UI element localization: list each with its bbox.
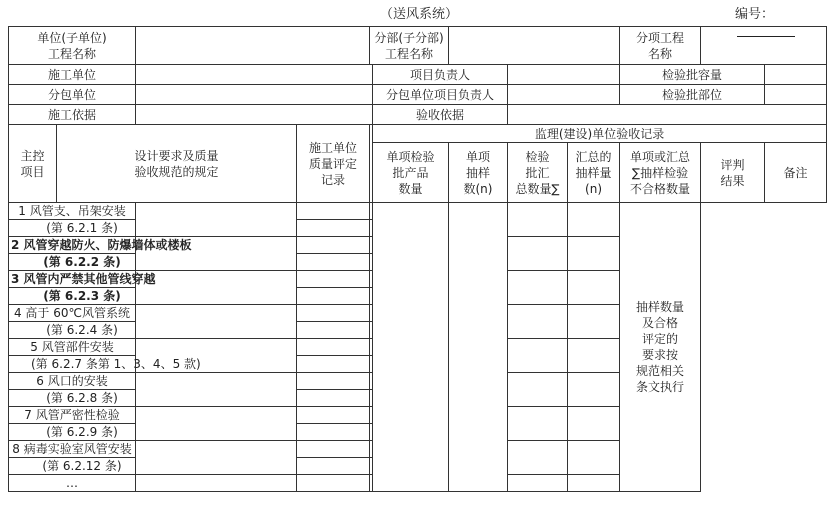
sample-count-header: 单项 抽样 数(n) [449,143,508,203]
batch-capacity-field[interactable] [765,65,827,85]
design-requirements-header: 设计要求及质量 验收规范的规定 [57,125,297,203]
item-clause: (第 6.2.3 条) [9,288,136,305]
item-clause: (第 6.2.2 条) [9,254,136,271]
item-clause: (第 6.2.8 条) [9,390,136,407]
unit-name-field[interactable] [136,27,370,65]
judgement-cell[interactable] [568,237,620,271]
nonconforming-cell[interactable] [508,441,568,475]
batch-product-qty-cell[interactable] [297,424,370,441]
subcontractor-row [9,85,827,105]
form-subtitle: （送风系统） [380,7,459,22]
item-title: 3 风管内严禁其他管线穿越 [9,271,136,288]
column-header-row-1 [9,125,827,143]
sample-count-cell[interactable] [370,288,373,305]
sample-count-cell[interactable] [370,237,373,254]
batch-product-qty-cell[interactable] [297,322,370,339]
item-clause: (第 6.2.9 条) [9,424,136,441]
judgement-cell[interactable] [568,407,620,441]
batch-product-qty-cell[interactable] [297,407,370,424]
nonconforming-cell[interactable] [508,305,568,339]
batch-total-cell[interactable] [373,203,449,492]
nonconforming-cell[interactable] [508,271,568,305]
nonconforming-cell[interactable] [508,373,568,407]
main-control-items [9,203,827,492]
judgement-cell[interactable] [568,441,620,475]
batch-product-qty-cell[interactable] [297,237,370,254]
sample-count-cell[interactable] [370,373,373,390]
self-evaluation-cell[interactable] [136,475,297,492]
batch-product-qty-cell[interactable] [297,254,370,271]
form-header [0,0,833,24]
project-leader-field[interactable] [508,65,620,85]
judgement-header: 评判 结果 [701,143,765,203]
batch-product-qty-cell[interactable] [297,220,370,237]
item-title: 1 风管支、吊架安装 [9,203,136,220]
sample-count-cell[interactable] [370,322,373,339]
batch-product-qty-cell[interactable] [297,305,370,322]
contractor-label: 施工单位 [9,65,136,85]
sample-count-cell[interactable] [370,271,373,288]
item-clause: (第 6.2.4 条) [9,322,136,339]
sample-count-cell[interactable] [370,356,373,373]
batch-product-qty-cell[interactable] [297,288,370,305]
judgement-cell[interactable] [568,203,620,237]
batch-product-qty-cell[interactable] [297,373,370,390]
batch-product-qty-cell[interactable] [297,475,370,492]
sample-count-cell[interactable] [370,220,373,237]
construction-basis-field[interactable] [136,105,373,125]
sample-count-cell[interactable] [370,424,373,441]
judgement-cell[interactable] [568,305,620,339]
construction-basis-label: 施工依据 [9,105,136,125]
sample-count-cell[interactable] [370,339,373,356]
subcontractor-label: 分包单位 [9,85,136,105]
remark-line: 评定的 [642,332,679,346]
batch-product-qty-cell[interactable] [297,356,370,373]
self-evaluation-cell[interactable] [136,407,297,441]
item-title: 8 病毒实验室风管安装 [9,441,136,458]
remark-line: 规范相关 [636,364,685,378]
main-control-label: 主控 项目 [9,125,57,203]
serial-label: 编号： [735,7,775,22]
sub-project-leader-field[interactable] [508,85,620,105]
remark-line: 条文执行 [636,380,685,394]
project-leader-label: 项目负责人 [373,65,508,85]
item-title: 7 风管严密性检验 [9,407,136,424]
batch-product-qty-header: 单项检验 批产品 数量 [373,143,449,203]
item-clause: (第 6.2.12 条) [9,458,136,475]
item-clause: (第 6.2.7 条第 1、3、4、5 款) [9,356,136,373]
batch-product-qty-cell[interactable] [297,390,370,407]
contractor-field[interactable] [136,65,373,85]
sample-count-cell[interactable] [370,305,373,322]
total-sample-header: 汇总的 抽样量 (n) [568,143,620,203]
subitem-name-field[interactable] [701,27,827,65]
acceptance-basis-label: 验收依据 [373,105,508,125]
remark-cell [620,203,701,492]
inspection-form-table [8,26,827,492]
batch-product-qty-cell[interactable] [297,458,370,475]
nonconforming-cell[interactable] [508,407,568,441]
basis-row [9,105,827,125]
sample-count-cell[interactable] [370,390,373,407]
item-title: 2 风管穿越防火、防爆墙体或楼板 [9,237,136,254]
sample-count-cell[interactable] [370,407,373,424]
division-name-field[interactable] [449,27,620,65]
nonconforming-header: 单项或汇总 ∑抽样检验 不合格数量 [620,143,701,203]
item-clause: (第 6.2.1 条) [9,220,136,237]
self-evaluation-cell[interactable] [136,271,297,305]
judgement-cell[interactable] [568,339,620,373]
nonconforming-cell[interactable] [508,237,568,271]
batch-total-header: 检验 批汇 总数量∑ [508,143,568,203]
batch-product-qty-cell[interactable] [297,339,370,356]
batch-location-field[interactable] [765,85,827,105]
item-title: 4 高于 60℃风管系统 [9,305,136,322]
batch-location-label: 检验批部位 [620,85,765,105]
sample-count-cell[interactable] [370,458,373,475]
remark-line: 及合格 [642,316,679,330]
sample-count-cell[interactable] [370,475,373,492]
judgement-cell[interactable] [568,475,620,492]
remark-line: 要求按 [642,348,679,362]
item-title: 6 风口的安装 [9,373,136,390]
acceptance-basis-field[interactable] [508,105,827,125]
sub-project-leader-label: 分包单位项目负责人 [373,85,508,105]
remark-line: 抽样数量 [636,300,685,314]
total-sample-cell[interactable] [449,203,508,492]
nonconforming-cell[interactable] [508,475,568,492]
subcontractor-field[interactable] [136,85,373,105]
unit-name-label: 单位(子单位) 工程名称 [9,27,136,65]
remark-header: 备注 [765,143,827,203]
nonconforming-cell[interactable] [508,203,568,237]
subitem-name-label: 分项工程 名称 [620,27,701,65]
supervisor-acceptance-header: 监理(建设)单位验收记录 [373,125,827,143]
judgement-cell[interactable] [568,271,620,305]
self-evaluation-cell[interactable] [136,441,297,475]
contractor-row [9,65,827,85]
sample-count-cell[interactable] [370,441,373,458]
division-name-label: 分部(子分部) 工程名称 [370,27,449,65]
sample-count-cell[interactable] [370,254,373,271]
self-evaluation-header: 施工单位 质量评定 记录 [297,125,370,203]
judgement-cell[interactable] [568,373,620,407]
nonconforming-cell[interactable] [508,339,568,373]
self-evaluation-cell[interactable] [136,373,297,407]
table-row [9,203,827,220]
batch-product-qty-cell[interactable] [297,271,370,288]
batch-capacity-label: 检验批容量 [620,65,765,85]
batch-product-qty-cell[interactable] [297,441,370,458]
more-items-ellipsis: … [9,475,136,492]
self-evaluation-cell[interactable] [136,305,297,339]
batch-product-qty-cell[interactable] [297,203,370,220]
item-title: 5 风管部件安装 [9,339,136,356]
self-evaluation-cell[interactable] [136,203,297,237]
project-row [9,27,827,65]
